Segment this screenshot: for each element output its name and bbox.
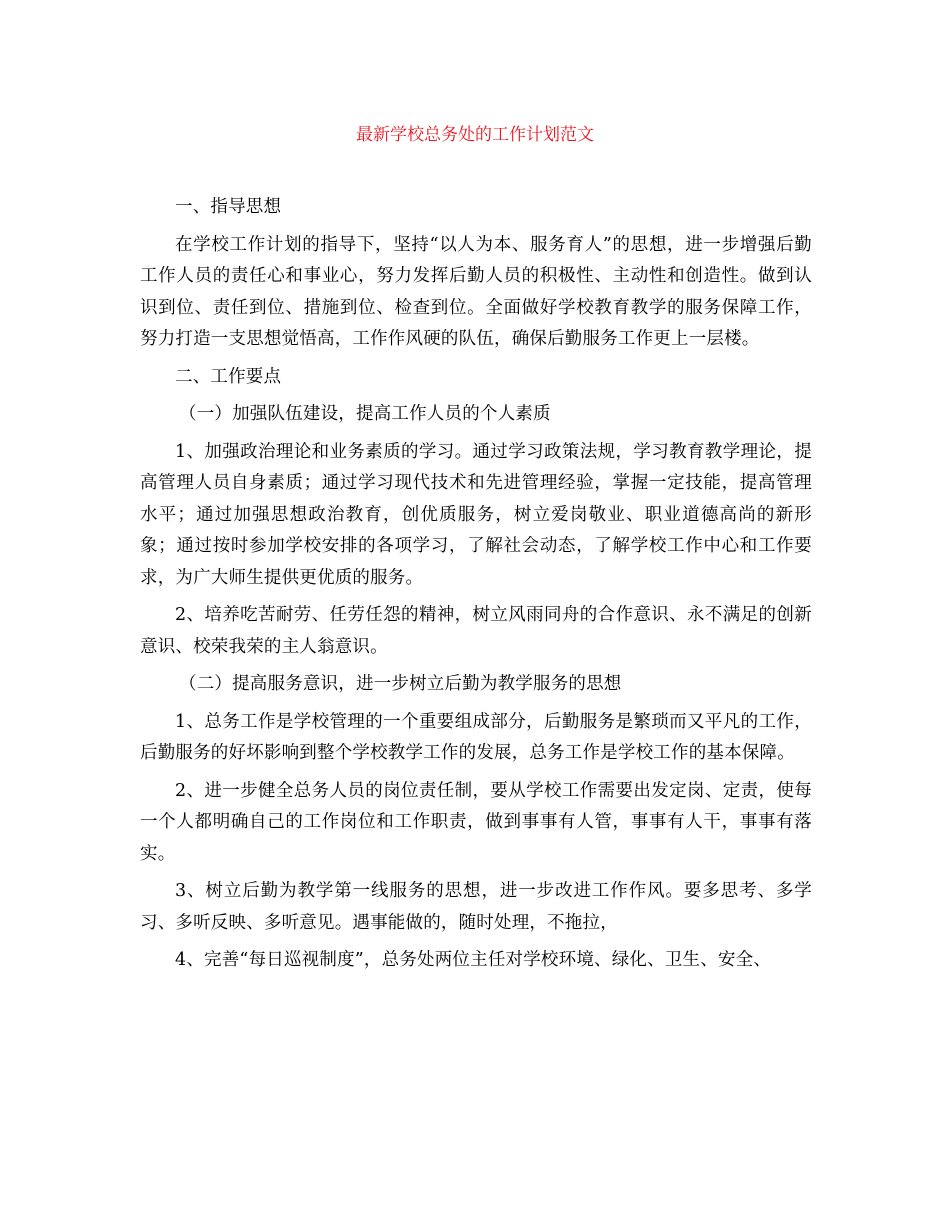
paragraph-service-2: 2、进一步健全总务人员的岗位责任制，要从学校工作需要出发定岗、定责，使每一个人都明确自己的工作岗位和工作职责，做到事事有人管，事事有人干，事事有落实。 [140, 780, 812, 864]
document-body [140, 192, 812, 983]
heading-guiding-ideology: 一、指导思想 [175, 197, 282, 217]
heading-work-points: 二、工作要点 [175, 366, 282, 387]
subheading-team-building: （一）加强队伍建设，提高工作人员的个人素质 [179, 404, 551, 424]
paragraph-item-2: 2、培养吃苦耐劳、任劳任怨的精神，树立风雨同舟的合作意识、永不满足的创新意识、校荣我荣的主人翁意识。 [140, 605, 812, 657]
document-title: 最新学校总务处的工作计划范文 [356, 125, 594, 145]
subheading-service-awareness: （二）提高服务意识，进一步树立后勤为教学服务的思想 [179, 674, 622, 694]
paragraph-guiding-ideology: 在学校工作计划的指导下，坚持“以人为本、服务育人”的思想，进一步增强后勤工作人员的责任心和事业心，努力发挥后勤人员的积极性、主动性和创造性。做到认识到位、责任到位、措施到位、检查到位。全面做好学校教育教学的服务保障工作，努力打造一支思想觉悟高，工作作风硬的队伍，确保后勤服务工作更上一层楼。 [140, 234, 812, 349]
paragraph-item-1: 1、加强政治理论和业务素质的学习。通过学习政策法规，学习教育教学理论，提高管理人员自身素质；通过学习现代技术和先进管理经验，掌握一定技能，提高管理水平；通过加强思想政治教育，创优质服务，树立爱岗敬业、职业道德高尚的新形象；通过按时参加学校安排的各项学习，了解社会动态，了解学校工作中心和工作要求，为广大师生提供更优质的服务。 [140, 441, 812, 588]
paragraph-service-3: 3、树立后勤为教学第一线服务的思想，进一步改进工作作风。要多思考、多学习、多听反映、多听意见。遇事能做的，随时处理，不拖拉， [140, 881, 812, 933]
paragraph-service-4: 4、完善“每日巡视制度”，总务处两位主任对学校环境、绿化、卫生、安全、 [175, 950, 772, 970]
paragraph-service-1: 1、总务工作是学校管理的一个重要组成部分，后勤服务是繁琐而又平凡的工作，后勤服务的好坏影响到整个学校教学工作的发展，总务工作是学校工作的基本保障。 [140, 711, 812, 763]
